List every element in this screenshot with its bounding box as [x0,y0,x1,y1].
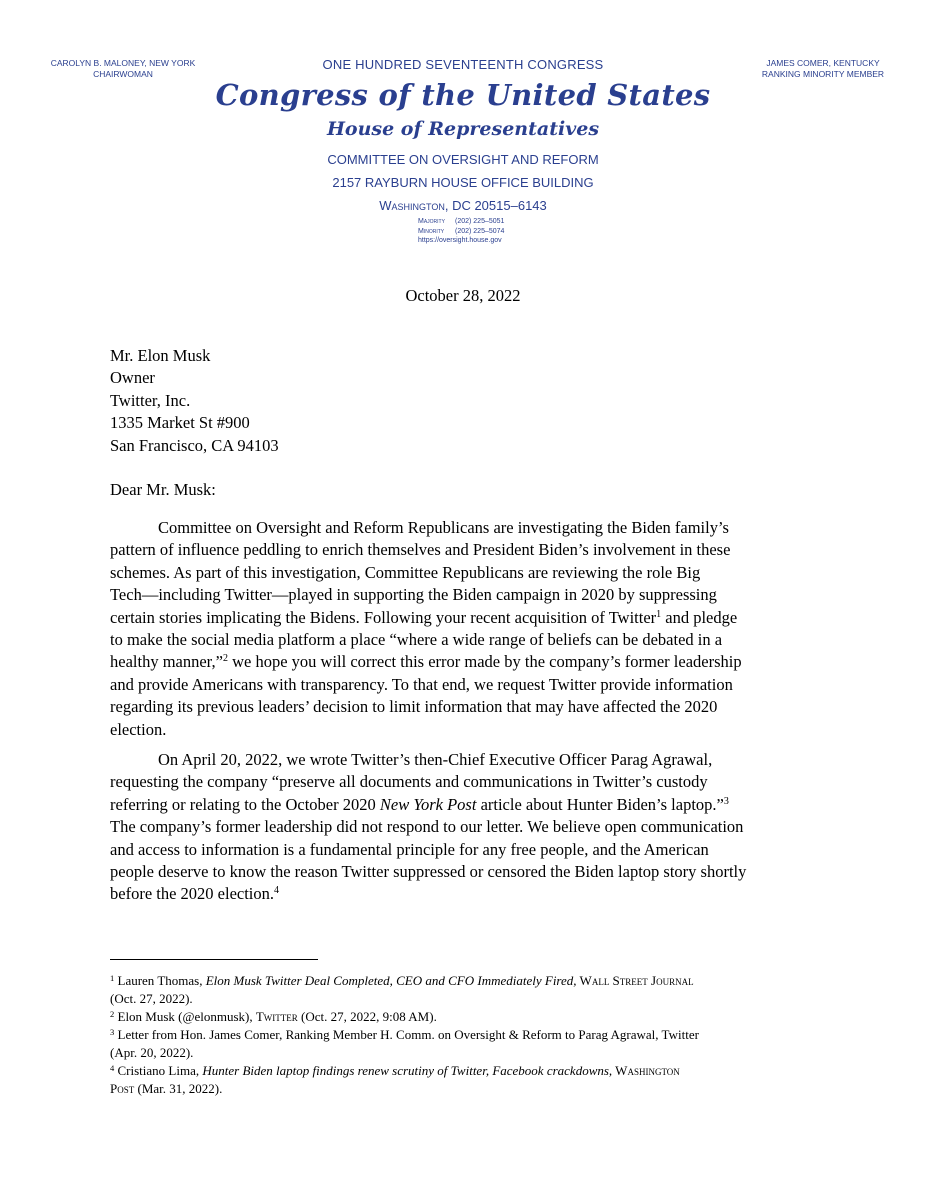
line-text: we hope you will correct this error made by the company’s former leadership [227,652,742,672]
footnote-3 [110,1026,830,1061]
ranking-member-name: JAMES COMER, KENTUCKY [766,58,880,68]
minority-label: Minority [418,227,445,235]
footnote-4 [110,1062,830,1097]
paragraph-line: and provide Americans with transparency. To that end, we request Twitter provide information [110,674,733,694]
paragraph-line [110,794,830,816]
paragraph-line: requesting the company “preserve all documents and communications in Twitter’s custody [110,772,708,792]
paragraph-line: to make the social media platform a place “where a wide range of beliefs can be debated in a [110,630,723,650]
phone-block [418,217,618,246]
majority-phone: (202) 225–5051 [455,218,505,225]
footnote-2 [110,1008,830,1026]
line-text: referring or relating to the October 2020 [110,794,380,814]
minority-phone-line [418,227,618,237]
footnote-source: Washington [612,1063,680,1078]
recipient-street: 1335 Market St #900 [110,413,250,433]
salutation: Dear Mr. Musk: [110,480,216,499]
footnote-divider [110,959,318,960]
footnote-ref-1: 1 [656,608,662,620]
footnote-line [110,1080,830,1098]
chairwoman-title: CHAIRWOMAN [93,69,153,79]
paragraph-line: people deserve to know the reason Twitter suppressed or censored the Biden laptop story shortly [110,862,747,882]
footnote-number: 2 [110,1009,115,1019]
recipient-title: Owner [110,368,155,388]
line-text: healthy manner,” [110,652,223,672]
minority-phone: (202) 225–5074 [455,227,505,235]
footnote-title: Hunter Biden laptop findings renew scrutiny of Twitter, Facebook crackdowns, [202,1063,613,1078]
footnote-title: Elon Musk Twitter Deal Completed, CEO and CFO Immediately Fired, [205,973,577,988]
paragraph-line [110,651,830,673]
city-address: Washington, DC 20515–6143 [379,198,547,213]
footnote-source: Wall Street Journal [576,973,694,988]
publication-name: New York Post [379,794,477,814]
paragraph-line [110,883,830,905]
letter-date: October 28, 2022 [405,286,521,305]
line-text: certain stories implicating the Bidens. Following your recent acquisition of Twitter [110,607,657,627]
recipient-address [110,345,279,457]
footnote-text: (Oct. 27, 2022, 9:08 AM). [297,1009,437,1024]
footnote-line [110,1062,830,1080]
footnote-line [110,1008,830,1026]
recipient-company: Twitter, Inc. [110,390,191,410]
majority-label: Majority [418,218,445,225]
footnote-line: (Apr. 20, 2022). [110,1044,194,1060]
chairwoman-block [48,58,198,80]
paragraph-line: election. [110,719,167,739]
chairwoman-name: CAROLYN B. MALONEY, NEW YORK [50,58,196,68]
body-paragraph-1 [110,517,830,741]
paragraph-line: schemes. As part of this investigation, Committee Republicans are reviewing the role Big [110,562,701,582]
footnote-text: Cristiano Lima, [114,1063,203,1078]
footnote-source: Post [110,1080,135,1096]
committee-name: COMMITTEE ON OVERSIGHT AND REFORM [327,152,599,167]
recipient-name: Mr. Elon Musk [110,346,211,365]
footnote-number: 1 [110,973,115,983]
majority-phone-line [418,217,618,227]
footnote-source: Twitter [255,1009,298,1024]
line-text: article about Hunter Biden’s laptop.” [476,794,724,814]
paragraph-line: regarding its previous leaders’ decision to limit information that may have affected the 2020 [110,697,718,717]
congress-number: ONE HUNDRED SEVENTEENTH CONGRESS [322,57,604,72]
paragraph-line: and access to information is a fundamental principle for any free people, and the American [110,839,709,859]
paragraph-line: pattern of influence peddling to enrich themselves and President Biden’s involvement in these [110,540,731,560]
ranking-member-title: RANKING MINORITY MEMBER [761,69,885,79]
footnote-text: Elon Musk (@elonmusk), [114,1009,256,1024]
footnote-text: Letter from Hon. James Comer, Ranking Member H. Comm. on Oversight & Reform to Parag Agrawal, Twitter [114,1027,699,1042]
footnote-1 [110,972,830,1007]
footnote-number: 4 [110,1063,115,1073]
paragraph-line: Tech—including Twitter—played in supporting the Biden campaign in 2020 by suppressing [110,585,717,605]
recipient-city: San Francisco, CA 94103 [110,435,279,455]
paragraph-line: On April 20, 2022, we wrote Twitter’s then-Chief Executive Officer Parag Agrawal, [158,750,713,769]
footnote-text: Lauren Thomas, [114,973,206,988]
footnote-line [110,1026,830,1044]
footnote-ref-2: 2 [222,653,228,665]
line-text: before the 2020 election. [110,884,275,904]
website: https://oversight.house.gov [418,237,502,244]
ranking-member-block [748,58,898,80]
body-paragraph-2 [110,749,830,906]
footnote-number: 3 [110,1027,115,1037]
footnote-line [110,972,830,990]
footnote-line: (Oct. 27, 2022). [110,990,193,1006]
footnote-text: (Mar. 31, 2022). [134,1080,223,1096]
congress-title: Congress of the United States [215,78,711,112]
paragraph-line [110,607,830,629]
line-text: and pledge [661,607,738,627]
paragraph-line: Committee on Oversight and Reform Republicans are investigating the Biden family’s [158,518,729,537]
footnote-ref-4: 4 [274,885,280,897]
building-address: 2157 RAYBURN HOUSE OFFICE BUILDING [332,175,594,190]
house-title: House of Representatives [326,118,600,140]
paragraph-line: The company’s former leadership did not respond to our letter. We believe open communication [110,817,744,837]
footnote-ref-3: 3 [723,795,729,807]
